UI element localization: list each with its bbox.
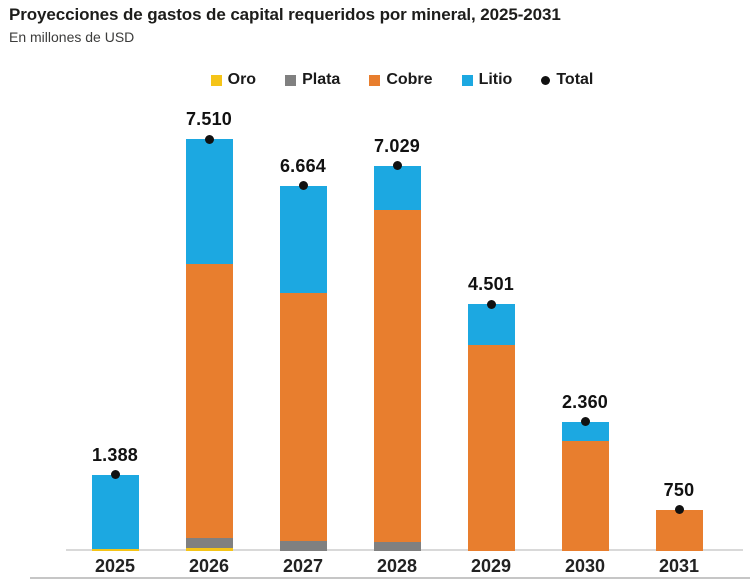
total-dot-2030 [581,417,590,426]
bar-2031 [656,510,703,551]
bar-2030 [562,422,609,551]
total-label-2031: 750 [663,479,695,500]
year-label-2027: 2027 [282,556,324,576]
bar-segment-cobre-2030 [562,441,609,551]
total-label-2026: 7.510 [185,109,233,130]
year-label-2031: 2031 [658,556,700,576]
year-label-2030: 2030 [564,556,606,576]
legend-label: Oro [227,71,257,88]
year-label-2026: 2026 [188,556,230,576]
bottom-divider-line [30,577,750,579]
total-label-2030: 2.360 [561,391,609,412]
total-dot-2031 [675,505,684,514]
year-label-2025: 2025 [94,556,136,576]
bar-2025 [92,475,139,551]
year-label-2029: 2029 [470,556,512,576]
total-label-2027: 6.664 [279,155,327,176]
legend-label: Total [556,71,594,88]
bar-segment-litio-2029 [468,304,515,345]
bar-segment-cobre-2031 [656,510,703,551]
bar-segment-plata-2026 [186,538,233,548]
total-dot-2027 [299,181,308,190]
chart-title: Proyecciones de gastos de capital requeridos por mineral, 2025-2031 [9,5,561,24]
total-dot-2025 [111,470,120,479]
chart-subtitle: En millones de USD [9,29,135,45]
bar-segment-plata-2028 [374,542,421,551]
total-label-2029: 4.501 [467,274,515,295]
bar-segment-litio-2025 [92,475,139,549]
total-dot-2026 [205,135,214,144]
bar-segment-oro-2025 [92,549,139,551]
bar-2029 [468,304,515,551]
bar-segment-oro-2026 [186,548,233,551]
total-dot-2028 [393,161,402,170]
legend-label: Litio [478,71,513,88]
legend-label: Plata [302,71,341,88]
bar-segment-cobre-2027 [280,293,327,541]
bar-segment-plata-2027 [280,541,327,551]
bar-segment-litio-2026 [186,139,233,263]
bar-segment-litio-2027 [280,186,327,293]
bar-2026 [186,139,233,551]
total-label-2025: 1.388 [91,444,139,465]
bar-2027 [280,186,327,551]
year-label-2028: 2028 [376,556,418,576]
bar-segment-cobre-2029 [468,345,515,551]
bar-2028 [374,166,421,551]
bar-segment-cobre-2028 [374,210,421,542]
total-label-2028: 7.029 [373,135,421,156]
legend-label: Cobre [386,71,433,88]
bar-segment-litio-2028 [374,166,421,210]
bar-segment-cobre-2026 [186,264,233,539]
total-dot-2029 [487,300,496,309]
